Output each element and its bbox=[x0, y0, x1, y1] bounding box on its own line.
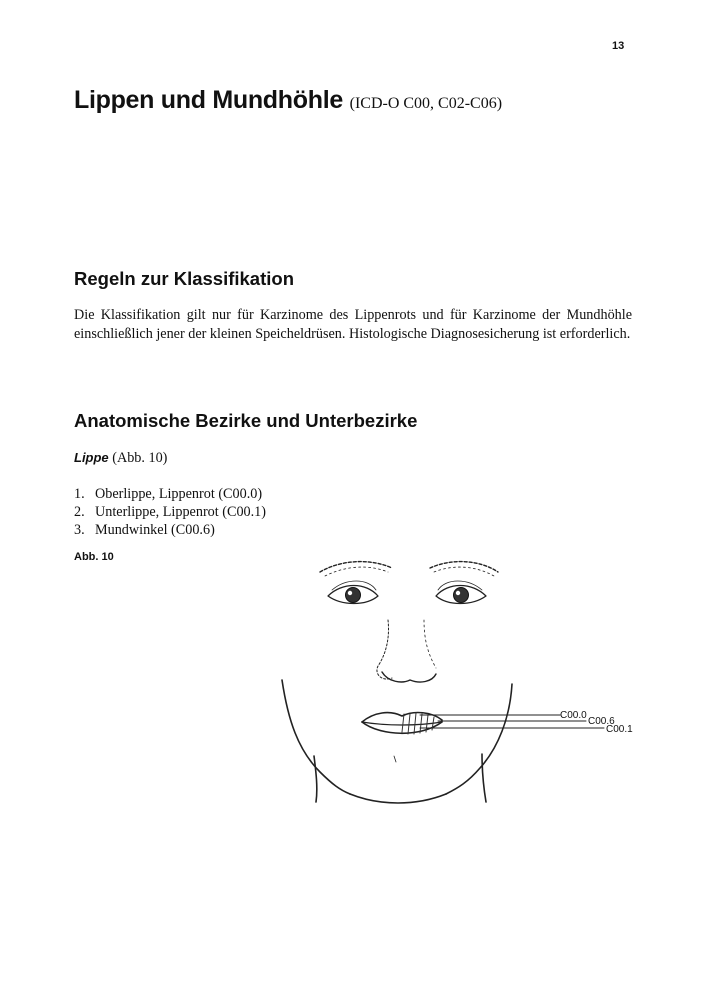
rules-paragraph: Die Klassifikation gilt nur für Karzinome des Lippenrots und für Karzinome der Mundhöhle einschließlich jener der kleinen Speicheldrüsen. Histologische Diagnosesicherung ist erforderlich. bbox=[74, 307, 632, 342]
rules-heading: Regeln zur Klassifikation bbox=[74, 268, 294, 289]
list-item-text: Oberlippe, Lippenrot (C00.0) bbox=[95, 486, 263, 502]
chapter-title-text: Lippen und Mundhöhle bbox=[74, 86, 343, 114]
list-item bbox=[74, 503, 266, 521]
code-label-c006: C00.6 bbox=[588, 716, 615, 727]
code-label-c000: C00.0 bbox=[560, 710, 587, 721]
code-label-c001: C00.1 bbox=[606, 724, 633, 735]
list-item-number: 2. bbox=[74, 504, 85, 520]
chapter-title bbox=[74, 86, 502, 115]
figure-label: Abb. 10 bbox=[74, 551, 114, 563]
face-lip-figure bbox=[270, 550, 650, 810]
list-item-text: Mundwinkel (C00.6) bbox=[95, 522, 215, 538]
anatomy-heading: Anatomische Bezirke und Unterbezirke bbox=[74, 410, 418, 431]
lippe-label: Lippe bbox=[74, 450, 109, 465]
list-item-text: Unterlippe, Lippenrot (C00.1) bbox=[95, 504, 266, 520]
list-item-number: 3. bbox=[74, 522, 85, 538]
icd-code: (ICD-O C00, C02-C06) bbox=[349, 95, 503, 112]
list-item bbox=[74, 485, 266, 503]
list-item bbox=[74, 521, 266, 539]
lippe-list bbox=[74, 485, 266, 539]
code-labels bbox=[270, 550, 650, 810]
lippe-figure-ref: (Abb. 10) bbox=[112, 450, 168, 466]
page-number: 13 bbox=[612, 40, 625, 52]
lippe-subheading bbox=[74, 450, 167, 467]
list-item-number: 1. bbox=[74, 486, 85, 502]
